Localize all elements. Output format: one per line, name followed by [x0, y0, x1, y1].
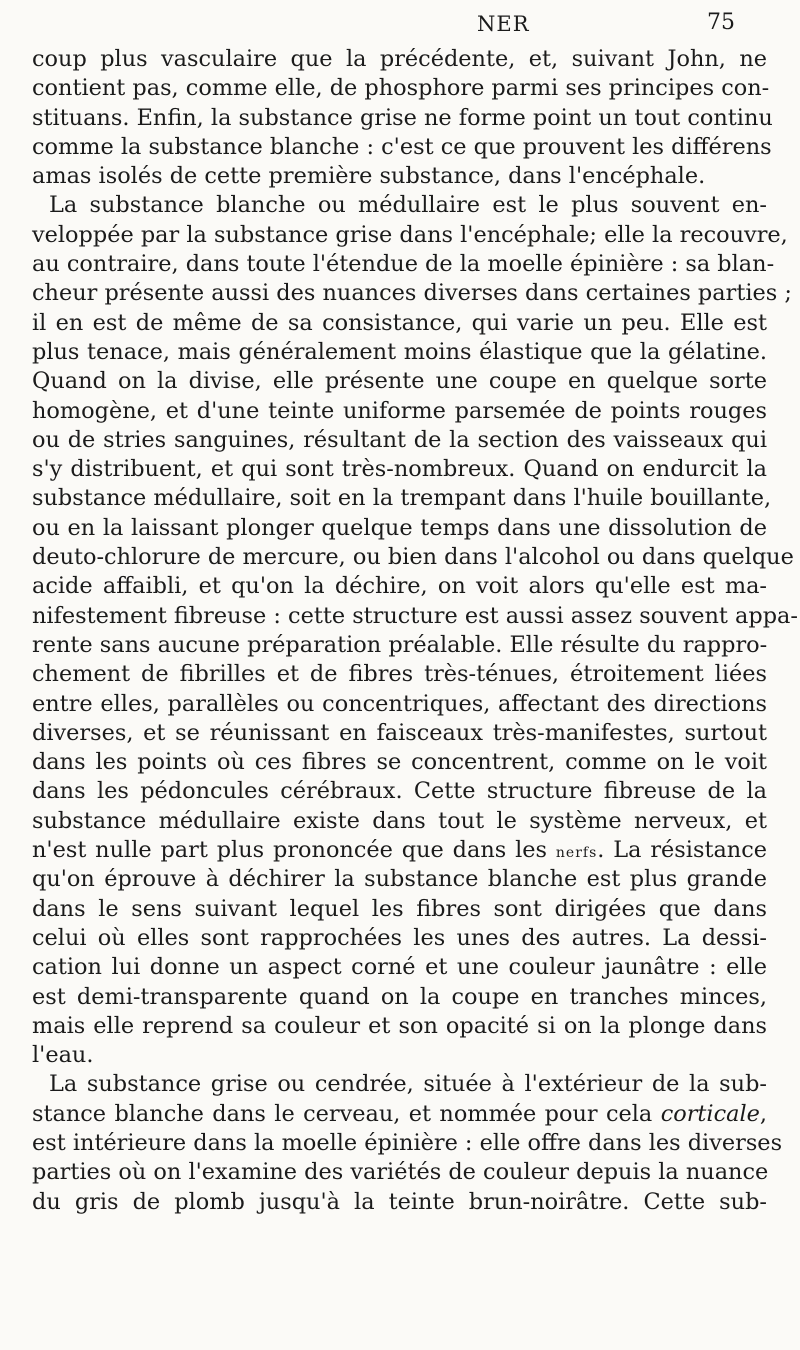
text-line: amas isolés de cette première substance, dans l'encéphale. — [32, 163, 706, 190]
text-line: cheur présente aussi des nuances diverses dans certaines parties ; — [32, 280, 792, 307]
line-text-continued: . La résistance — [597, 837, 767, 864]
running-head: NER — [477, 12, 530, 36]
text-line — [32, 836, 767, 865]
smallcaps-word: nerfs — [555, 845, 598, 862]
text-line: il en est de même de sa consistance, qui varie un peu. Elle est — [32, 309, 767, 336]
paragraph-start-line: La substance grise ou cendrée, située à l'extérieur de la sub- — [49, 1071, 767, 1098]
line-text-continued: , — [759, 1100, 767, 1127]
text-line: homogène, et d'une teinte uniforme parsemée de points rouges — [32, 397, 767, 424]
text-line: stituans. Enfin, la substance grise ne forme point un tout continu — [32, 104, 773, 131]
text-line: substance médullaire, soit en la trempant dans l'huile bouillante, — [32, 485, 772, 512]
text-line: rente sans aucune préparation préalable. Elle résulte du rappro- — [32, 631, 768, 658]
text-line: parties où on l'examine des variétés de couleur depuis la nuance — [32, 1159, 769, 1186]
text-line: deuto-chlorure de mercure, ou bien dans l'alcohol ou dans quelque — [32, 544, 794, 571]
text-line: Quand on la divise, elle présente une coupe en quelque sorte — [32, 368, 767, 395]
text-line: ou en la laissant plonger quelque temps dans une dissolution de — [32, 514, 767, 541]
text-line: contient pas, comme elle, de phosphore parmi ses principes con- — [32, 75, 770, 102]
text-line: est intérieure dans la moelle épinière : elle offre dans les diverses — [32, 1129, 783, 1156]
text-line: coup plus vasculaire que la précédente, et, suivant John, ne — [32, 46, 767, 72]
italic-term: corticale — [660, 1100, 760, 1127]
text-line: est demi-transparente quand on la coupe en tranches minces, — [32, 983, 767, 1010]
body-text — [32, 45, 798, 1217]
text-line: qu'on éprouve à déchirer la substance blanche est plus grande — [32, 866, 767, 893]
text-line: l'eau. — [32, 1042, 94, 1069]
text-line: cation lui donne un aspect corné et une couleur jaunâtre : elle — [32, 954, 767, 981]
text-line: celui où elles sont rapprochées les unes des autres. La dessi- — [32, 924, 767, 951]
page-header — [250, 8, 780, 44]
line-text: stance blanche dans le cerveau, et nommée pour cela — [32, 1100, 653, 1127]
text-line: substance médullaire existe dans tout le système nerveux, et — [32, 807, 767, 834]
text-line: diverses, et se réunissant en faisceaux très-manifestes, surtout — [32, 719, 767, 746]
page-number: 75 — [707, 10, 735, 35]
text-line: comme la substance blanche : c'est ce que prouvent les différens — [32, 133, 772, 160]
text-line: veloppée par la substance grise dans l'encéphale; elle la recouvre, — [32, 221, 788, 248]
text-line: ou de stries sanguines, résultant de la section des vaisseaux qui — [32, 426, 767, 453]
text-line: nifestement fibreuse : cette structure est aussi assez souvent appa- — [32, 602, 798, 629]
text-line: du gris de plomb jusqu'à la teinte brun-noirâtre. Cette sub- — [32, 1188, 767, 1215]
text-line — [32, 1100, 767, 1129]
text-line: plus tenace, mais généralement moins élastique que la gélatine. — [32, 338, 767, 365]
text-line: s'y distribuent, et qui sont très-nombreux. Quand on endurcit la — [32, 456, 767, 483]
paragraph-start-line: La substance blanche ou médullaire est le plus souvent en- — [49, 192, 767, 219]
text-line: dans les points où ces fibres se concentrent, comme on le voit — [32, 749, 767, 776]
text-line: dans les pédoncules cérébraux. Cette structure fibreuse de la — [32, 778, 767, 805]
text-line: mais elle reprend sa couleur et son opacité si on la plonge dans — [32, 1012, 767, 1039]
text-line: au contraire, dans toute l'étendue de la moelle épinière : sa blan- — [32, 251, 775, 278]
text-line: entre elles, parallèles ou concentriques, affectant des directions — [32, 690, 767, 717]
line-text: n'est nulle part plus prononcée que dans les — [32, 837, 548, 864]
text-line: chement de fibrilles et de fibres très-ténues, étroitement liées — [32, 661, 767, 688]
text-line: acide affaibli, et qu'on la déchire, on voit alors qu'elle est ma- — [32, 573, 767, 600]
text-line: dans le sens suivant lequel les fibres sont dirigées que dans — [32, 895, 767, 922]
